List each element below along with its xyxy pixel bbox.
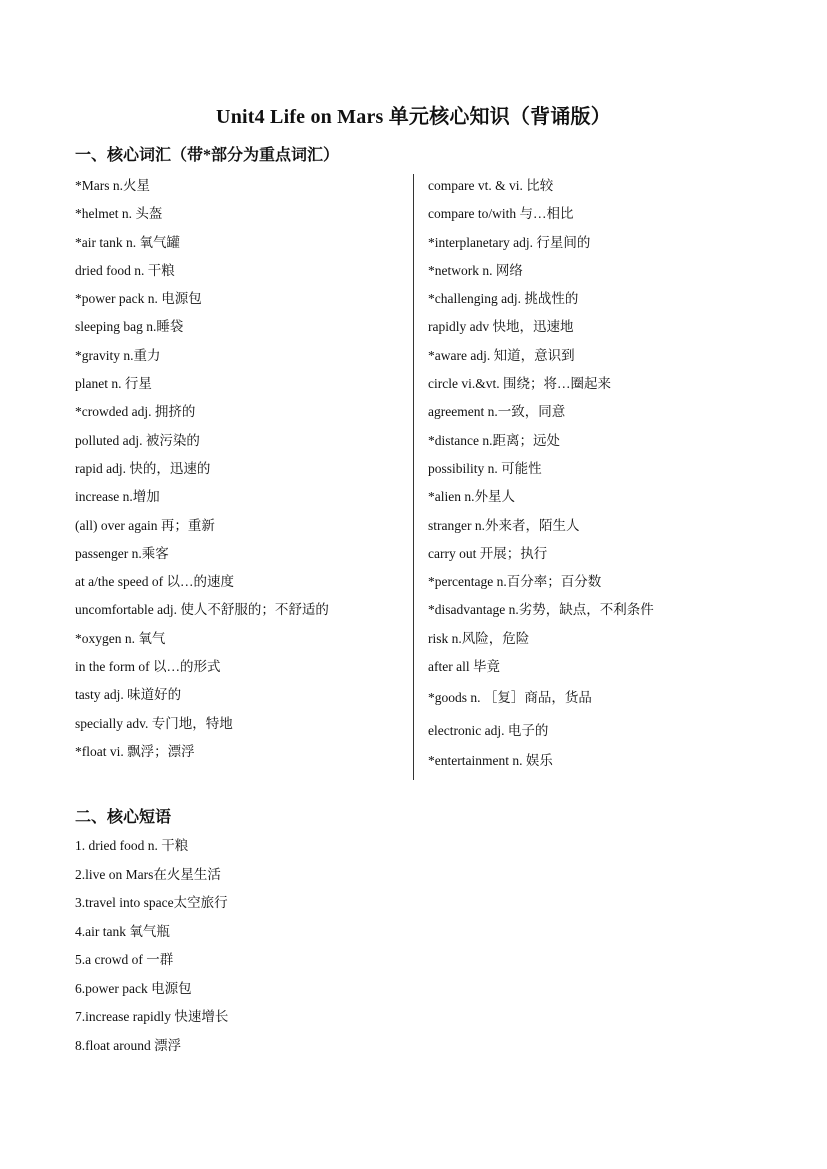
vocab-item: planet n. 行星 <box>75 376 152 392</box>
vocab-item: *crowded adj. 拥挤的 <box>75 404 196 420</box>
vocab-item: electronic adj. 电子的 <box>428 723 549 739</box>
vocab-item: increase n.增加 <box>75 489 160 505</box>
vocab-item: polluted adj. 被污染的 <box>75 432 200 448</box>
vocab-item: *interplanetary adj. 行星间的 <box>428 234 591 250</box>
phrase-item: 3.travel into space太空旅行 <box>75 895 228 910</box>
vocab-item: rapid adj. 快的，迅速的 <box>75 460 211 476</box>
phrase-list <box>75 832 228 1060</box>
vocab-item: at a/the speed of 以…的速度 <box>75 574 234 590</box>
vocab-item: stranger n.外来者，陌生人 <box>428 517 580 533</box>
vocab-item: *entertainment n. 娱乐 <box>428 753 553 769</box>
vocab-item: compare vt. & vi. 比较 <box>428 178 554 193</box>
vocab-item: *air tank n. 氧气罐 <box>75 234 180 250</box>
vocab-item: possibility n. 可能性 <box>428 460 542 476</box>
vocab-item: after all 毕竟 <box>428 659 500 675</box>
vocab-item: rapidly adv 快地，迅速地 <box>428 319 574 335</box>
vocab-item: specially adv. 专门地，特地 <box>75 715 233 731</box>
vocab-item: *Mars n.火星 <box>75 178 150 193</box>
vocab-item: dried food n. 干粮 <box>75 262 175 278</box>
phrase-item: 5.a crowd of 一群 <box>75 952 174 967</box>
vocabulary-list-left <box>75 172 405 766</box>
section-heading-vocabulary: 一、核心词汇（带*部分为重点词汇） <box>75 147 340 164</box>
vocab-item: *goods n. ［复］商品，货品 <box>428 690 592 706</box>
phrase-item: 1. dried food n. 干粮 <box>75 838 189 853</box>
phrase-item: 8.float around 漂浮 <box>75 1037 182 1053</box>
vocab-item: *float vi. 飘浮；漂浮 <box>75 743 195 759</box>
page-title: Unit4 Life on Mars 单元核心知识（背诵版） <box>216 106 611 128</box>
phrase-item: 7.increase rapidly 快速增长 <box>75 1009 229 1024</box>
column-divider <box>413 174 414 780</box>
vocab-item: agreement n.一致，同意 <box>428 404 566 420</box>
vocab-item: *disadvantage n.劣势，缺点，不利条件 <box>428 602 654 618</box>
vocab-item: passenger n.乘客 <box>75 545 169 561</box>
section-heading-phrases: 二、核心短语 <box>75 809 172 826</box>
phrase-item: 2.live on Mars在火星生活 <box>75 866 221 882</box>
vocab-item: uncomfortable adj. 使人不舒服的；不舒适的 <box>75 602 329 618</box>
vocab-item: (all) over again 再；重新 <box>75 517 215 533</box>
vocab-item: in the form of 以…的形式 <box>75 659 221 675</box>
vocab-item: *percentage n.百分率；百分数 <box>428 574 602 590</box>
vocab-item: *power pack n. 电源包 <box>75 291 202 307</box>
vocab-item: *distance n.距离；远处 <box>428 432 560 448</box>
vocab-item: sleeping bag n.睡袋 <box>75 319 184 335</box>
vocab-item: carry out 开展；执行 <box>428 545 548 561</box>
vocab-item: circle vi.&vt. 围绕；将…圈起来 <box>428 376 611 392</box>
vocab-item: *challenging adj. 挑战性的 <box>428 291 579 307</box>
phrase-item: 6.power pack 电源包 <box>75 980 192 996</box>
vocab-item: tasty adj. 味道好的 <box>75 687 182 703</box>
vocab-item: compare to/with 与…相比 <box>428 206 574 222</box>
phrase-item: 4.air tank 氧气瓶 <box>75 923 170 939</box>
vocab-item: *network n. 网络 <box>428 262 523 278</box>
vocab-item: *aware adj. 知道，意识到 <box>428 347 575 363</box>
vocab-item: *gravity n.重力 <box>75 347 161 363</box>
vocab-item: *alien n.外星人 <box>428 489 515 505</box>
vocabulary-list-right <box>428 172 758 776</box>
vocab-item: *helmet n. 头盔 <box>75 206 163 222</box>
vocab-item: *oxygen n. 氧气 <box>75 630 166 646</box>
vocab-item: risk n.风险，危险 <box>428 630 530 646</box>
